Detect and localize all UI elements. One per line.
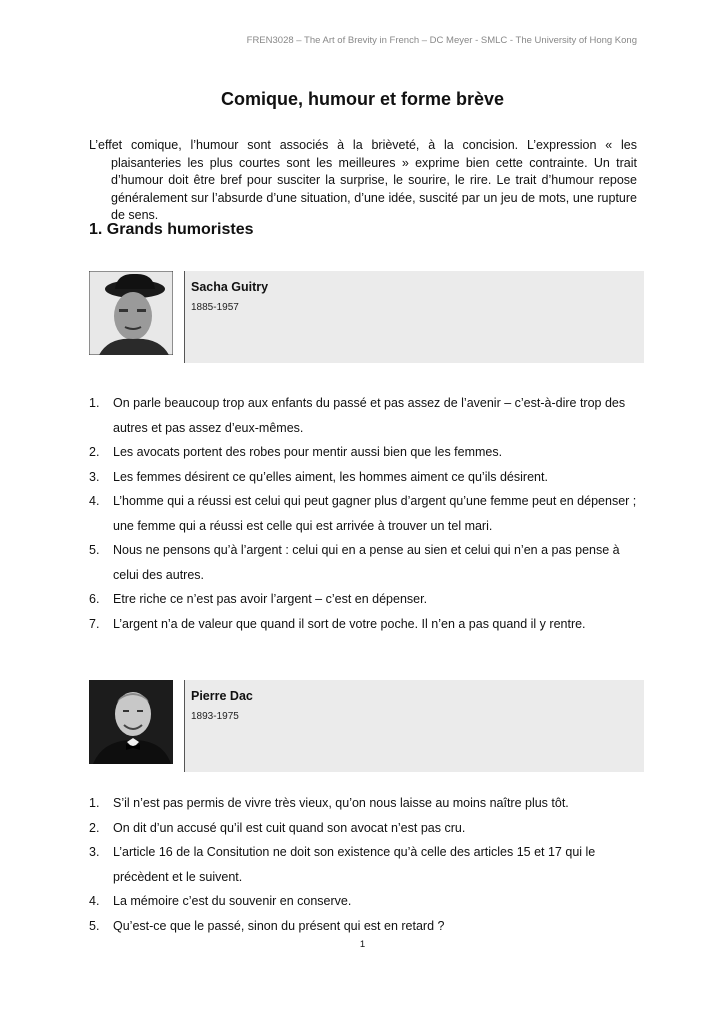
author-dates: 1885-1957 [191, 302, 239, 313]
list-item: 2. On dit d’un accusé qu’il est cuit quand son avocat n’est pas cru. [89, 820, 466, 835]
page-number: 1 [359, 939, 366, 950]
author-dates: 1893-1975 [191, 711, 239, 722]
section-heading: 1. Grands humoristes [89, 221, 254, 238]
author-card-guitry [89, 271, 644, 363]
quote-list-dac [89, 791, 639, 938]
intro-paragraph: L’effet comique, l’humour sont associés à la brièveté, à la concision. L’expression « les plaisanteries les plus courtes sont les meilleures » exprime bien cette contrainte. Un trait d’humour doit être bref pour susciter la surprise, le sourire, le rire. Le trait d’humour repose généralement sur l’absurde d’une situation, d’une idée, suscité par un jeu de mots, une rupture de sens. [89, 138, 637, 222]
page-title: Comique, humour et forme brève [220, 89, 505, 109]
author-info-panel [185, 680, 644, 772]
page-header: FREN3028 – The Art of Brevity in French – DC Meyer - SMLC - The University of Hong Kong [246, 35, 637, 46]
author-portrait-guitry [89, 271, 173, 355]
list-item: 3. Les femmes désirent ce qu’elles aiment, les hommes aiment ce qu’ils désirent. [89, 469, 548, 484]
author-card-dac [89, 680, 644, 772]
list-item: 1. S’il n’est pas permis de vivre très vieux, qu’on nous laisse au moins naître plus tôt. [89, 796, 569, 810]
list-item: 5. Nous ne pensons qu’à l’argent : celui qui en a pense au sien et celui qui n’en a pas pense à celui des autres. [89, 543, 620, 582]
list-item: 7. L’argent n’a de valeur que quand il sort de votre poche. Il n’en a pas quand il y rentre. [89, 616, 586, 631]
quote-list-guitry [89, 391, 639, 636]
list-item: 4. L’homme qui a réussi est celui qui peut gagner plus d’argent qu’une femme peut en dépenser ; une femme qui a réussi est celle qui est arrivée à trouver un tel mari. [89, 494, 637, 533]
author-name: Pierre Dac [191, 689, 253, 703]
list-item: 3. L’article 16 de la Consitution ne doit son existence qu’à celle des articles 15 et 17 qui le précèdent et le suivent. [89, 845, 596, 884]
author-portrait-dac [89, 680, 173, 764]
author-name: Sacha Guitry [191, 280, 269, 294]
list-item: 4. La mémoire c’est du souvenir en conserve. [89, 894, 352, 908]
list-item: 5. Qu’est-ce que le passé, sinon du présent qui est en retard ? [89, 918, 445, 933]
list-item: 2. Les avocats portent des robes pour mentir aussi bien que les femmes. [89, 445, 503, 459]
list-item: 1. On parle beaucoup trop aux enfants du passé et pas assez de l’avenir – c’est-à-dire trop des autres et pas assez d’eux-mêmes. [89, 396, 626, 435]
list-item: 6. Etre riche ce n’est pas avoir l’argent – c’est en dépenser. [89, 592, 428, 606]
